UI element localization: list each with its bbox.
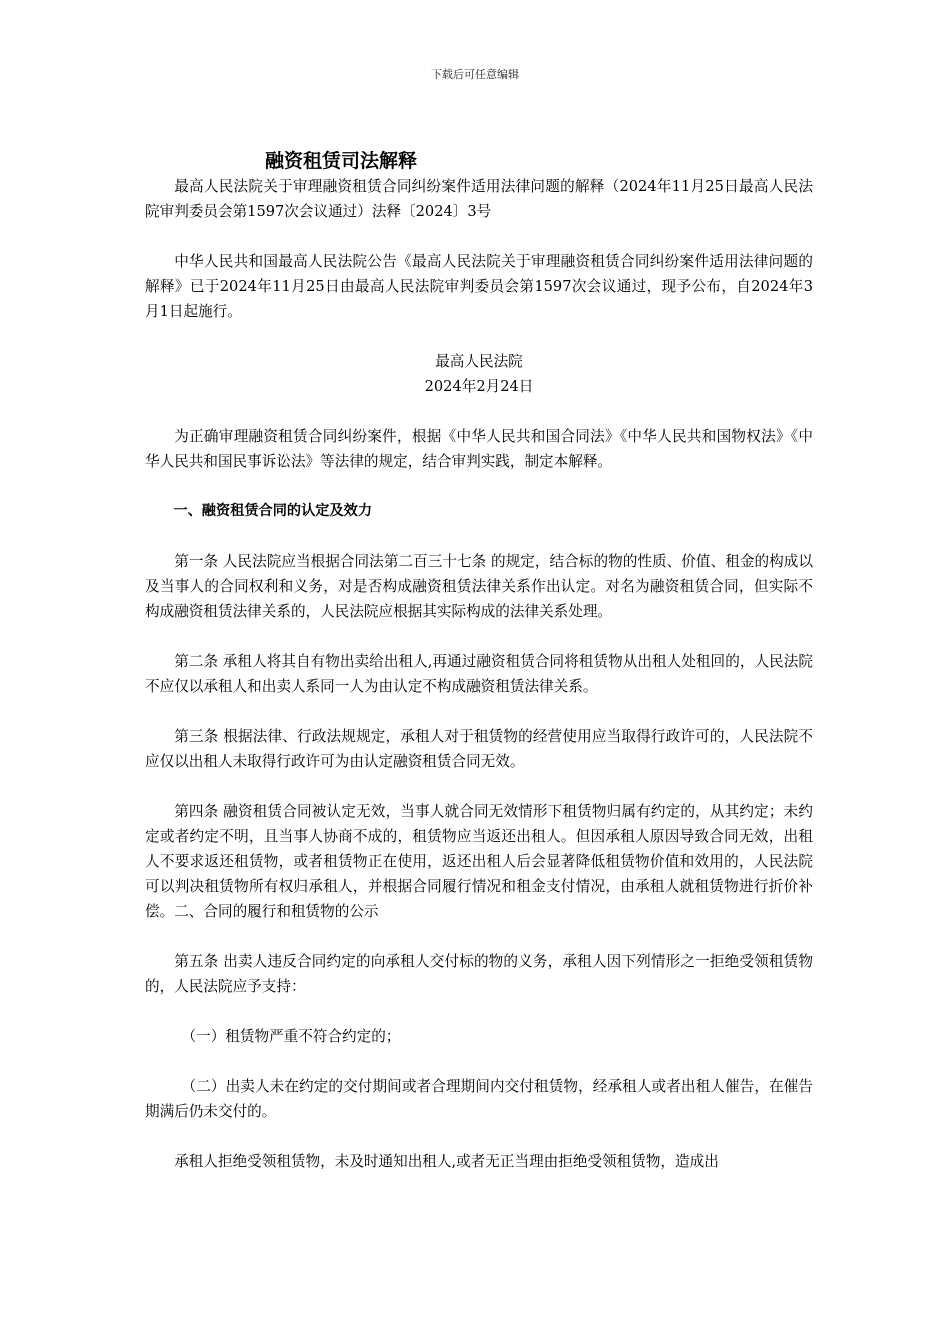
article-2: 第二条 承租人将其自有物出卖给出租人,再通过融资租赁合同将租赁物从出租人处租回的，人民法院不应仅以承租人和出卖人系同一人为由认定不构成融资租赁法律关系。 [145, 653, 813, 695]
article-1: 第一条 人民法院应当根据合同法第二百三十七条 的规定，结合标的物的性质、价值、租金的构成以及当事人的合同权利和义务，对是否构成融资租赁法律关系作出认定。对名为融资租赁合同，但实际不构成融资租赁法律关系的，人民法院应根据其实际构成的法律关系处理。 [145, 553, 813, 620]
document-body [145, 148, 813, 1199]
article-5-item-1: （一）租赁物严重不符合约定的； [181, 1028, 401, 1045]
section-heading-1: 一、融资租赁合同的认定及效力 [173, 503, 373, 519]
preamble-paragraph: 为正确审理融资租赁合同纠纷案件，根据《中华人民共和国合同法》《中华人民共和国物权法》《中华人民共和国民事诉讼法》等法律的规定，结合审判实践，制定本解释。 [145, 428, 813, 470]
intro-paragraph: 最高人民法院关于审理融资租赁合同纠纷案件适用法律问题的解释（2024年11月25日最高人民法院审判委员会第1597次会议通过）法释〔2024〕3号 [145, 178, 813, 220]
announcement-paragraph: 中华人民共和国最高人民法院公告《最高人民法院关于审理融资租赁合同纠纷案件适用法律问题的解释》已于2024年11月25日由最高人民法院审判委员会第1597次会议通过，现予公布，自2024年3月1日起施行。 [145, 253, 813, 320]
issue-date: 2024年2月24日 [424, 378, 534, 395]
article-5-item-2: （二）出卖人未在约定的交付期间或者合理期间内交付租赁物，经承租人或者出租人催告，在催告期满后仍未交付的。 [145, 1078, 813, 1120]
document-title: 融资租赁司法解释 [265, 150, 418, 172]
page-header-note: 下载后可任意编辑 [431, 68, 519, 81]
issuer-name: 最高人民法院 [435, 353, 523, 370]
article-4: 第四条 融资租赁合同被认定无效，当事人就合同无效情形下租赁物归属有约定的，从其约定；未约定或者约定不明，且当事人协商不成的，租赁物应当返还出租人。但因承租人原因导致合同无效，出租人不要求返还租赁物，或者租赁物正在使用，返还出租人后会显著降低租赁物价值和效用的，人民法院可以判决租赁物所有权归承租人，并根据合同履行情况和租金支付情况，由承租人就租赁物进行折价补偿。二、合同的履行和租赁物的公示 [145, 803, 813, 920]
article-3: 第三条 根据法律、行政法规规定，承租人对于租赁物的经营使用应当取得行政许可的，人民法院不应仅以出租人未取得行政许可为由认定融资租赁合同无效。 [145, 728, 813, 770]
article-5: 第五条 出卖人违反合同约定的向承租人交付标的物的义务，承租人因下列情形之一拒绝受领租赁物的，人民法院应予支持： [145, 953, 813, 995]
issuer-block [145, 349, 813, 399]
closing-paragraph: 承租人拒绝受领租赁物，未及时通知出租人,或者无正当理由拒绝受领租赁物，造成出 [174, 1153, 719, 1170]
